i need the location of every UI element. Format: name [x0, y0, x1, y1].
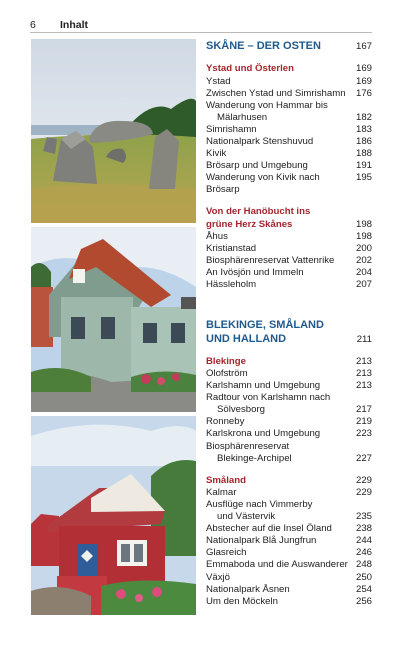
- green-wooden-house-photo: [31, 227, 196, 412]
- toc-entry-title: Emmaboda und die Auswanderer: [206, 559, 348, 571]
- stone-circle-photo: [31, 39, 196, 223]
- toc-entry-title: Glasreich: [206, 547, 247, 559]
- toc-entry-title: Brösarp und Umgebung: [206, 160, 308, 172]
- toc-sub: [206, 206, 372, 218]
- toc-item: [206, 380, 372, 392]
- toc-entry-title: Simrishamn: [206, 123, 257, 135]
- toc-page-number: 204: [355, 266, 372, 278]
- toc-item: [206, 172, 372, 196]
- toc-item: [206, 243, 372, 255]
- toc-item: [206, 368, 372, 380]
- toc-page-number: 223: [355, 428, 372, 440]
- toc-sub: [206, 475, 372, 487]
- toc-entry-title: Nationalpark Åsnen: [206, 583, 290, 595]
- toc-page-number: 229: [355, 486, 372, 498]
- toc-sub: [206, 219, 372, 231]
- toc-entry-title: und Västervik: [217, 511, 276, 523]
- toc-page-number: 246: [355, 547, 372, 559]
- page-number: 6: [30, 19, 36, 31]
- toc-item: [206, 267, 372, 279]
- toc-page-number: 167: [355, 41, 372, 52]
- toc-item: [206, 136, 372, 148]
- toc-page-number: 188: [355, 148, 372, 160]
- toc-entry-title: grüne Herz Skånes: [206, 218, 293, 230]
- toc-entry-title: Biosphärenreservat: [206, 440, 290, 452]
- photo-column: [31, 39, 196, 615]
- toc-page-number: 213: [355, 380, 372, 392]
- toc-entry-title: Zwischen Ystad und Simrishamn: [206, 87, 346, 99]
- toc-section: [206, 40, 372, 53]
- toc-entry-title: Kivik: [206, 148, 227, 160]
- toc-cont: [206, 112, 372, 124]
- toc-item: [206, 584, 372, 596]
- toc-item: [206, 231, 372, 243]
- toc-page-number: 219: [355, 416, 372, 428]
- table-of-contents: [206, 40, 372, 608]
- toc-entry-title: SKÅNE – DER OSTEN: [206, 40, 321, 52]
- toc-page-number: 169: [355, 63, 372, 75]
- toc-item: [206, 535, 372, 547]
- toc-page-number: 213: [355, 355, 372, 367]
- toc-entry-title: Um den Möckeln: [206, 595, 278, 607]
- toc-entry-title: Ystad und Österlen: [206, 63, 294, 75]
- toc-entry-title: Biosphärenreservat Vattenrike: [206, 254, 335, 266]
- toc-page-number: 200: [355, 242, 372, 254]
- toc-page-number: 244: [355, 535, 372, 547]
- toc-page-number: 207: [355, 279, 372, 290]
- toc-entry-title: Radtour von Karlshamn nach: [206, 392, 331, 404]
- toc-entry-title: Blekinge: [206, 355, 246, 367]
- toc-entry-title: Von der Hanöbucht ins: [206, 206, 311, 218]
- toc-item: [206, 255, 372, 267]
- toc-entry-title: Kalmar: [206, 486, 237, 498]
- toc-page-number: 227: [355, 452, 372, 464]
- toc-page-number: 211: [356, 333, 372, 345]
- toc-cont: [206, 453, 372, 465]
- toc-page-number: 213: [355, 368, 372, 379]
- page-header: [30, 17, 372, 35]
- toc-entry-title: Mälarhusen: [217, 111, 268, 123]
- toc-item: [206, 487, 372, 499]
- toc-entry-title: Åhus: [206, 230, 228, 242]
- toc-page-number: 248: [355, 559, 372, 571]
- toc-item: [206, 572, 372, 584]
- toc-item: [206, 392, 372, 404]
- toc-entry-title: An Ivösjön und Immeln: [206, 266, 304, 278]
- toc-page-number: 235: [355, 511, 372, 523]
- toc-page-number: 186: [355, 135, 372, 147]
- toc-item: [206, 124, 372, 136]
- toc-page-number: 195: [355, 172, 372, 184]
- header-rule: [30, 32, 372, 33]
- toc-entry-title: BLEKINGE, SMÅLAND: [206, 319, 324, 332]
- toc-page-number: 256: [355, 595, 372, 607]
- toc-page-number: 217: [355, 404, 372, 416]
- toc-entry-title: Wanderung von Hammar bis: [206, 99, 328, 111]
- toc-item: [206, 88, 372, 100]
- toc-entry-title: Ystad: [206, 75, 231, 87]
- running-title: Inhalt: [60, 19, 88, 31]
- toc-page-number: 229: [355, 474, 372, 486]
- toc-item: [206, 416, 372, 428]
- toc-item: [206, 441, 372, 453]
- toc-page-number: 183: [355, 123, 372, 135]
- toc-entry-title: Blekinge-Archipel: [217, 452, 292, 464]
- toc-item: [206, 160, 372, 172]
- toc-page-number: 250: [355, 571, 372, 583]
- toc-entry-title: Växjö: [206, 571, 230, 583]
- toc-item: [206, 499, 372, 511]
- toc-item: [206, 547, 372, 559]
- red-wooden-house-photo: [31, 416, 196, 615]
- toc-page-number: 169: [355, 75, 372, 87]
- toc-section: [206, 319, 372, 332]
- toc-entry-title: Ronneby: [206, 416, 245, 428]
- toc-entry-title: Wanderung von Kivik nach Brösarp: [206, 172, 320, 196]
- toc-sub: [206, 356, 372, 368]
- toc-entry-title: Nationalpark Blå Jungfrun: [206, 535, 317, 547]
- toc-page-number: 198: [355, 218, 372, 230]
- toc-entry-title: Ausflüge nach Vimmerby: [206, 498, 313, 510]
- toc-item: [206, 279, 372, 291]
- toc-page-number: 191: [355, 160, 372, 172]
- toc-item: [206, 559, 372, 571]
- toc-entry-title: Nationalpark Stenshuvud: [206, 135, 314, 147]
- toc-item: [206, 428, 372, 440]
- toc-item: [206, 523, 372, 535]
- toc-entry-title: Olofström: [206, 368, 248, 379]
- toc-entry-title: Sölvesborg: [217, 404, 265, 416]
- toc-page-number: 176: [355, 87, 372, 99]
- toc-page-number: 238: [355, 523, 372, 535]
- toc-item: [206, 100, 372, 112]
- toc-item: [206, 148, 372, 160]
- toc-entry-title: Hässleholm: [206, 279, 257, 290]
- toc-page-number: 254: [355, 583, 372, 595]
- toc-page-number: 182: [355, 111, 372, 123]
- toc-sub: [206, 63, 372, 75]
- toc-section: [206, 333, 372, 346]
- toc-page-number: 198: [355, 230, 372, 242]
- toc-cont: [206, 511, 372, 523]
- toc-cont: [206, 404, 372, 416]
- toc-item: [206, 596, 372, 608]
- toc-page-number: 202: [355, 254, 372, 266]
- toc-entry-title: Kristianstad: [206, 242, 257, 254]
- toc-item: [206, 76, 372, 88]
- toc-entry-title: Småland: [206, 474, 246, 486]
- toc-entry-title: UND HALLAND: [206, 332, 287, 345]
- toc-entry-title: Karlskrona und Umgebung: [206, 428, 321, 440]
- toc-entry-title: Karlshamn und Umgebung: [206, 380, 321, 392]
- toc-entry-title: Abstecher auf die Insel Öland: [206, 523, 332, 535]
